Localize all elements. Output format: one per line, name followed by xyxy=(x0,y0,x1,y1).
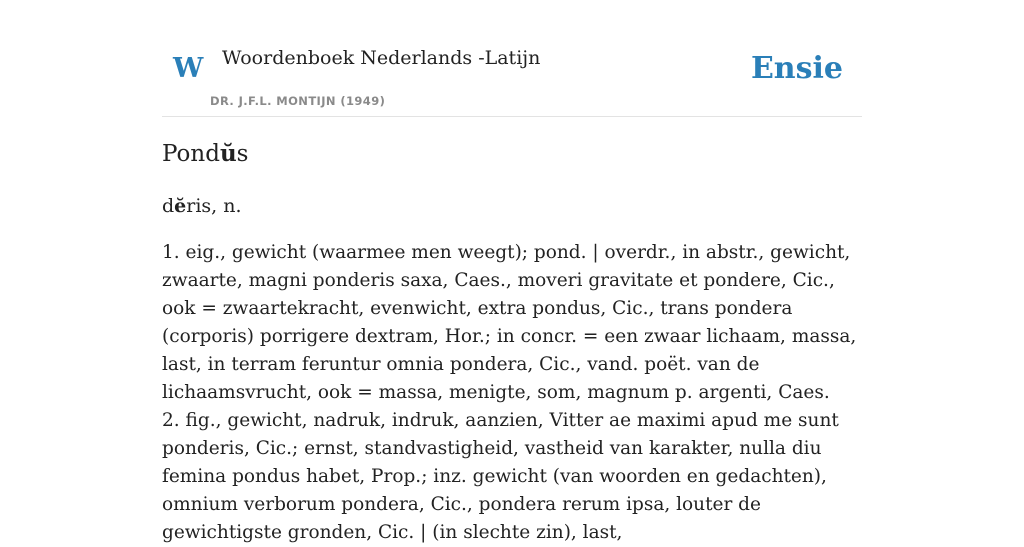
ensie-logo-link[interactable]: Ensie xyxy=(750,51,843,86)
grammar-text: d xyxy=(162,195,175,217)
headword-accent: ŭ xyxy=(219,140,237,167)
site-header xyxy=(162,0,862,117)
definition-paragraph: 1. eig., gewicht (waarmee men weegt); pond. | overdr., in abstr., gewicht, zwaarte, magni ponderis saxa, Caes., moveri gravitate et pondere, Cic., ook = zwaartekracht, evenwicht, extra pondus, Cic., trans pondera (corporis) porrigere dextram, Hor.; in concr. = een zwaar lichaam, massa, last, in terram feruntur omnia pondera, Cic., vand. poët. van de lichaamsvrucht, ook = massa, menigte, som, magnum p. argenti, Caes. xyxy=(162,242,857,403)
entry-headword xyxy=(162,139,248,169)
headword-text-end: s xyxy=(236,141,249,167)
dictionary-title-link[interactable]: Woordenboek Nederlands -Latijn xyxy=(222,47,541,69)
headword-text: Pond xyxy=(162,141,220,167)
grammar-text-end: ris, n. xyxy=(186,195,242,217)
grammar-accent: ĕ xyxy=(174,195,187,217)
entry-grammar xyxy=(162,193,242,219)
definition-paragraph: 2. fig., gewicht, nadruk, indruk, aanzien, Vitter ae maximi apud me sunt ponderis, Cic.; ernst, standvastigheid, vastheid van karakter, nulla diu femina pondus habet, Prop.; inz. gewicht (van woorden en gedachten), omnium verborum pondera, Cic., pondera rerum ipsa, louter de gewichtigste gronden, Cic. | (in slechte zin), last, xyxy=(162,410,839,543)
entry-definition xyxy=(162,239,864,547)
dictionary-author: DR. J.F.L. MONTIJN (1949) xyxy=(210,94,386,108)
dictionary-logo-icon[interactable]: W xyxy=(173,53,204,84)
